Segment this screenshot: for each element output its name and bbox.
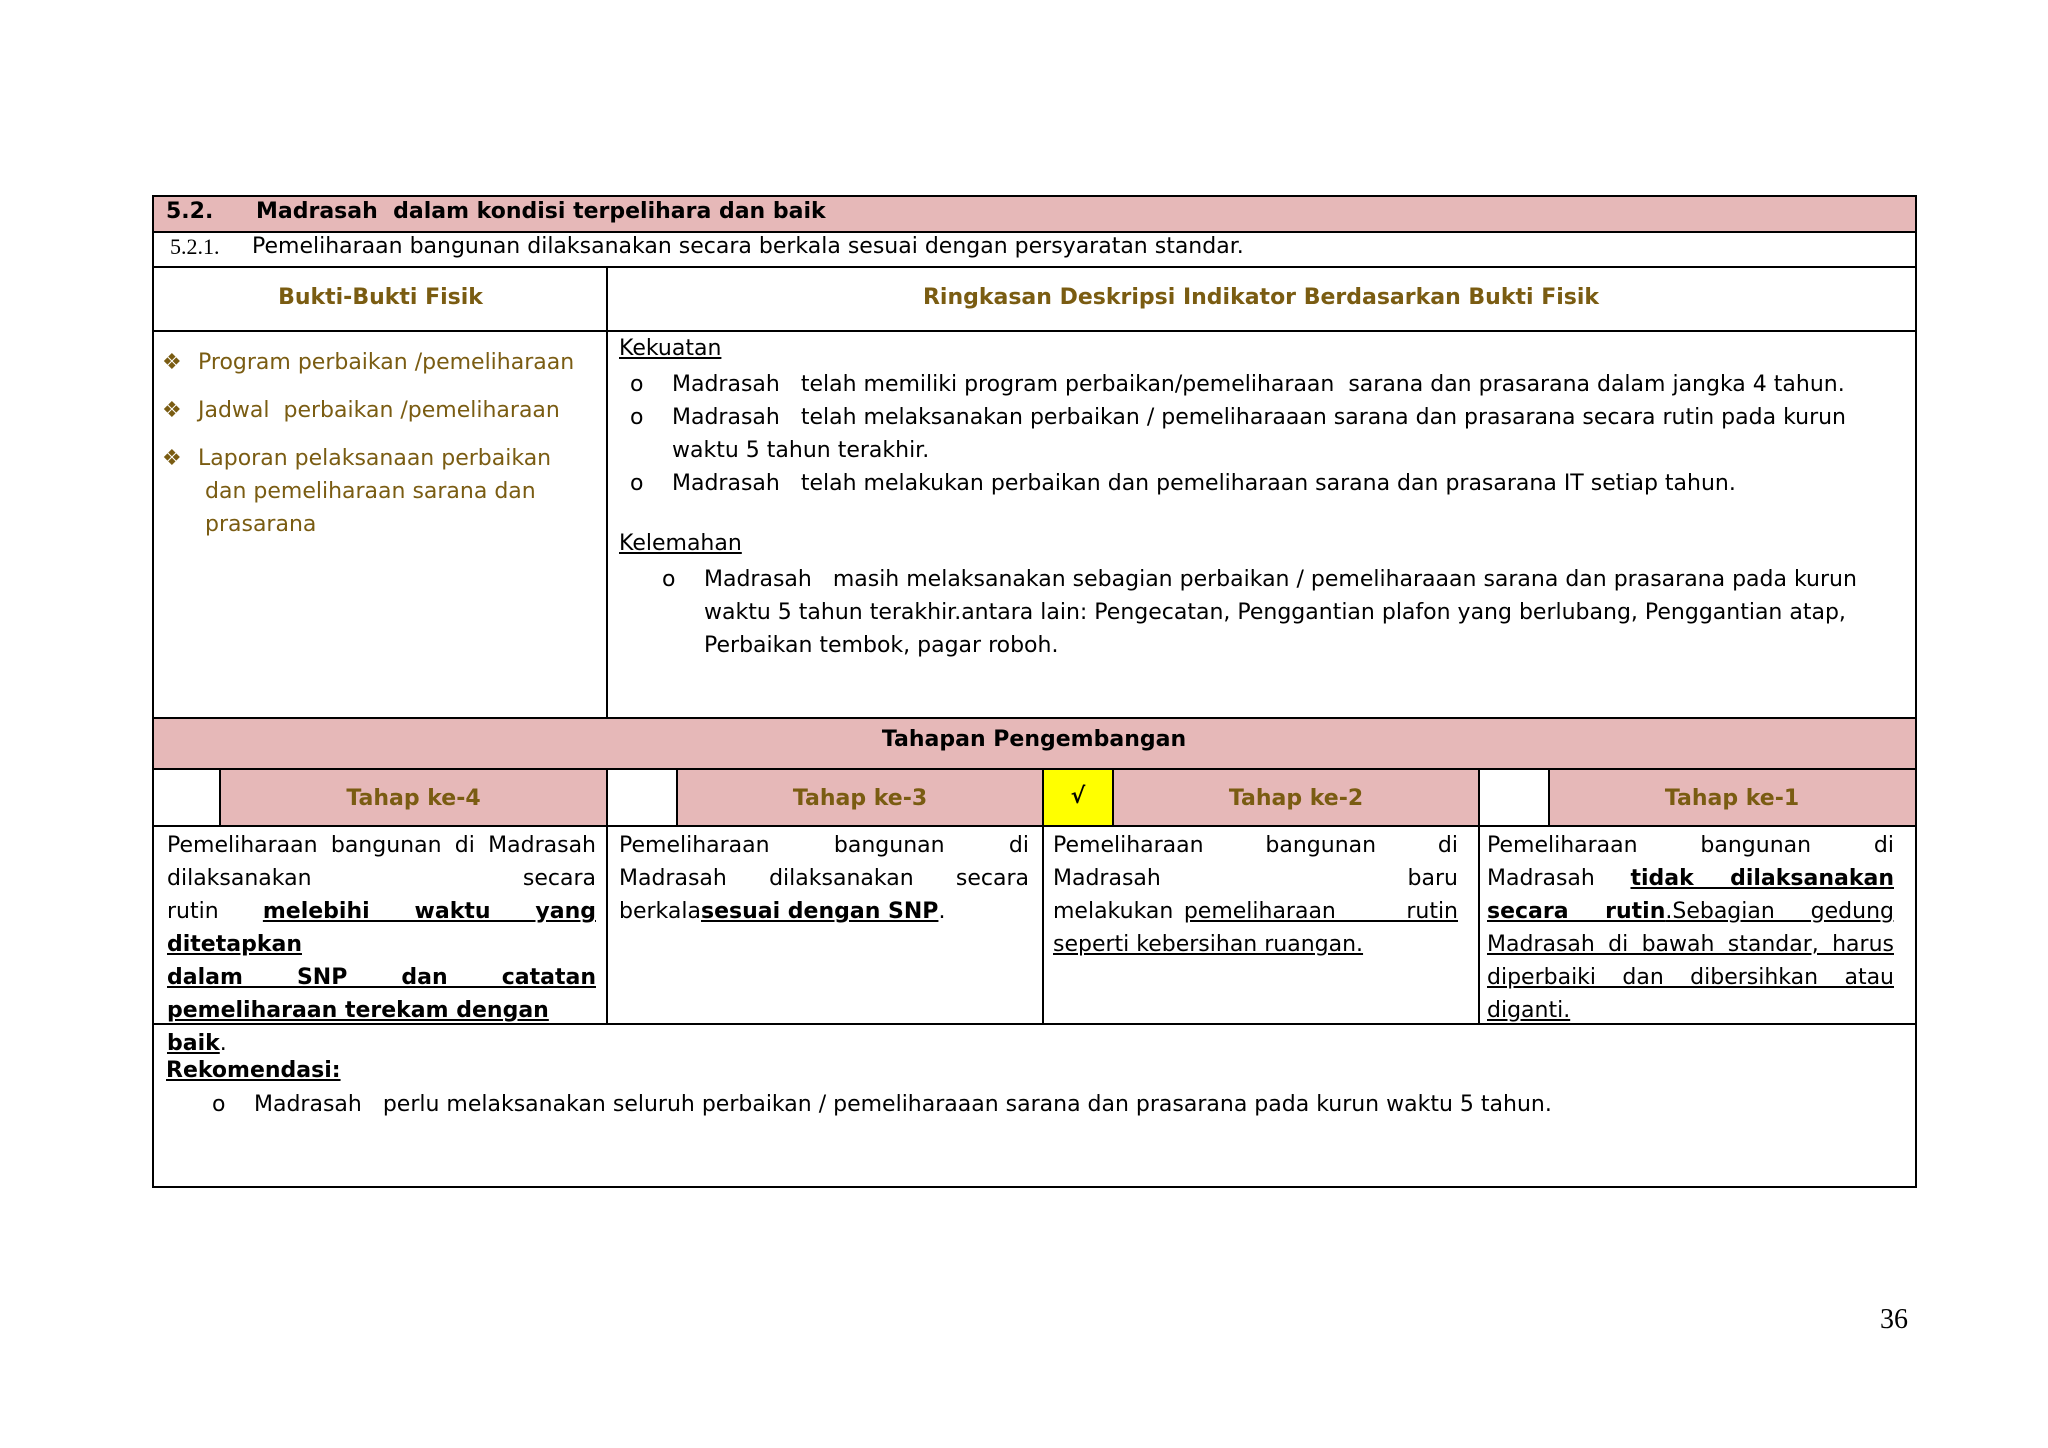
evidence-item bbox=[160, 350, 600, 398]
desc-line: Pemeliharaan bangunan di bbox=[619, 833, 1029, 858]
list-item bbox=[619, 368, 1909, 401]
evidence-header: Bukti-Bukti Fisik bbox=[278, 285, 483, 310]
desc-line: Pemeliharaan bangunan di bbox=[1053, 833, 1458, 858]
weakness-text: waktu 5 tahun terakhir.antara lain: Pengecatan, Penggantian plafon yang berlubang, Penggantian atap, bbox=[704, 600, 1846, 625]
stages-title: Tahapan Pengembangan bbox=[881, 727, 1187, 752]
stage-label-4: Tahap ke-4 bbox=[346, 786, 481, 811]
list-item-continuation bbox=[619, 596, 1909, 629]
indicator-number: 5.2.1. bbox=[170, 234, 220, 259]
list-item bbox=[619, 467, 1909, 500]
list-item-continuation bbox=[619, 434, 1909, 467]
diamond-bullet-icon: ❖ bbox=[162, 446, 182, 471]
summary-header: Ringkasan Deskripsi Indikator Berdasarkan Bukti Fisik bbox=[922, 285, 1600, 310]
stage-desc-1 bbox=[1487, 829, 1894, 1027]
circle-bullet-icon: o bbox=[630, 405, 644, 430]
desc-line: diperbaiki dan dibersihkan atau bbox=[1487, 965, 1894, 990]
circle-bullet-icon: o bbox=[630, 372, 644, 397]
recommendation-item bbox=[166, 1092, 1866, 1125]
check-mark-icon: √ bbox=[1070, 784, 1086, 809]
circle-bullet-icon: o bbox=[662, 567, 676, 592]
evidence-item-label: prasarana bbox=[205, 512, 317, 537]
desc-line: dilaksanakan secara bbox=[167, 866, 596, 891]
stage-desc-2 bbox=[1053, 829, 1458, 961]
desc-line: diganti. bbox=[1487, 998, 1571, 1023]
strength-text: Madrasah telah memiliki program perbaikan/pemeliharaan sarana dan prasarana dalam jangka 4 tahun. bbox=[672, 372, 1845, 397]
stage-label-3: Tahap ke-3 bbox=[792, 786, 928, 811]
strengths-heading: Kekuatan bbox=[619, 336, 722, 361]
desc-line: berkalasesuai dengan SNP. bbox=[619, 899, 946, 924]
indicator-text: Pemeliharaan bangunan dilaksanakan secara berkala sesuai dengan persyaratan standar. bbox=[252, 234, 1244, 259]
desc-line: melakukan pemeliharaan rutin bbox=[1053, 899, 1459, 924]
evidence-item-label: dan pemeliharaan sarana dan bbox=[205, 479, 536, 504]
list-item-continuation bbox=[619, 629, 1909, 662]
circle-bullet-icon: o bbox=[212, 1092, 226, 1117]
evidence-item bbox=[160, 446, 600, 546]
desc-line: Pemeliharaan bangunan di bbox=[1487, 833, 1894, 858]
section-title: Madrasah dalam kondisi terpelihara dan baik bbox=[256, 199, 826, 224]
evidence-item-label: Program perbaikan /pemeliharaan bbox=[198, 350, 575, 375]
strengths-list bbox=[619, 368, 1909, 500]
desc-line: Madrasah dilaksanakan secara bbox=[619, 866, 1029, 891]
page-number: 36 bbox=[1880, 1304, 1908, 1335]
diamond-bullet-icon: ❖ bbox=[162, 350, 182, 375]
weaknesses-heading: Kelemahan bbox=[619, 531, 742, 556]
strength-text: Madrasah telah melakukan perbaikan dan pemeliharaan sarana dan prasarana IT setiap tahun. bbox=[672, 471, 1736, 496]
strength-text: Madrasah telah melaksanakan perbaikan / pemeliharaaan sarana dan prasarana secara rutin pada kurun bbox=[672, 405, 1847, 430]
desc-line: pemeliharaan terekam dengan baik. bbox=[167, 998, 549, 1056]
desc-line: Pemeliharaan bangunan di Madrasah bbox=[167, 833, 596, 858]
evidence-list bbox=[160, 350, 600, 546]
evidence-item-label: Jadwal perbaikan /pemeliharaan bbox=[198, 398, 560, 423]
desc-line: dalam SNP dan catatan bbox=[167, 965, 596, 990]
stage-label-1: Tahap ke-1 bbox=[1664, 786, 1800, 811]
stage-desc-4 bbox=[167, 829, 596, 1060]
list-item bbox=[619, 401, 1909, 434]
desc-line: seperti kebersihan ruangan. bbox=[1053, 932, 1364, 957]
desc-line: Madrasah di bawah standar, harus bbox=[1487, 932, 1894, 957]
list-item bbox=[619, 563, 1909, 596]
weakness-text: Madrasah masih melaksanakan sebagian perbaikan / pemeliharaaan sarana dan prasarana pada kurun bbox=[704, 567, 1857, 592]
circle-bullet-icon: o bbox=[630, 471, 644, 496]
desc-line: secara rutin.Sebagian gedung bbox=[1487, 899, 1894, 924]
recommendation-heading: Rekomendasi: bbox=[166, 1058, 341, 1083]
desc-line: Madrasah baru bbox=[1053, 866, 1458, 891]
recommendation-text: Madrasah perlu melaksanakan seluruh perbaikan / pemeliharaaan sarana dan prasarana pada kurun waktu 5 tahun. bbox=[254, 1092, 1552, 1117]
weaknesses-list bbox=[619, 563, 1909, 662]
stage-desc-3 bbox=[619, 829, 1029, 928]
evidence-item-label: Laporan pelaksanaan perbaikan bbox=[198, 446, 552, 471]
desc-line: Madrasah tidak dilaksanakan bbox=[1487, 866, 1894, 891]
section-number: 5.2. bbox=[166, 199, 214, 224]
evidence-item bbox=[160, 398, 600, 446]
stage-label-2: Tahap ke-2 bbox=[1228, 786, 1364, 811]
strength-text: waktu 5 tahun terakhir. bbox=[672, 438, 930, 463]
weakness-text: Perbaikan tembok, pagar roboh. bbox=[704, 633, 1059, 658]
diamond-bullet-icon: ❖ bbox=[162, 398, 182, 423]
desc-line: rutin melebihi waktu yang ditetapkan bbox=[167, 899, 596, 957]
